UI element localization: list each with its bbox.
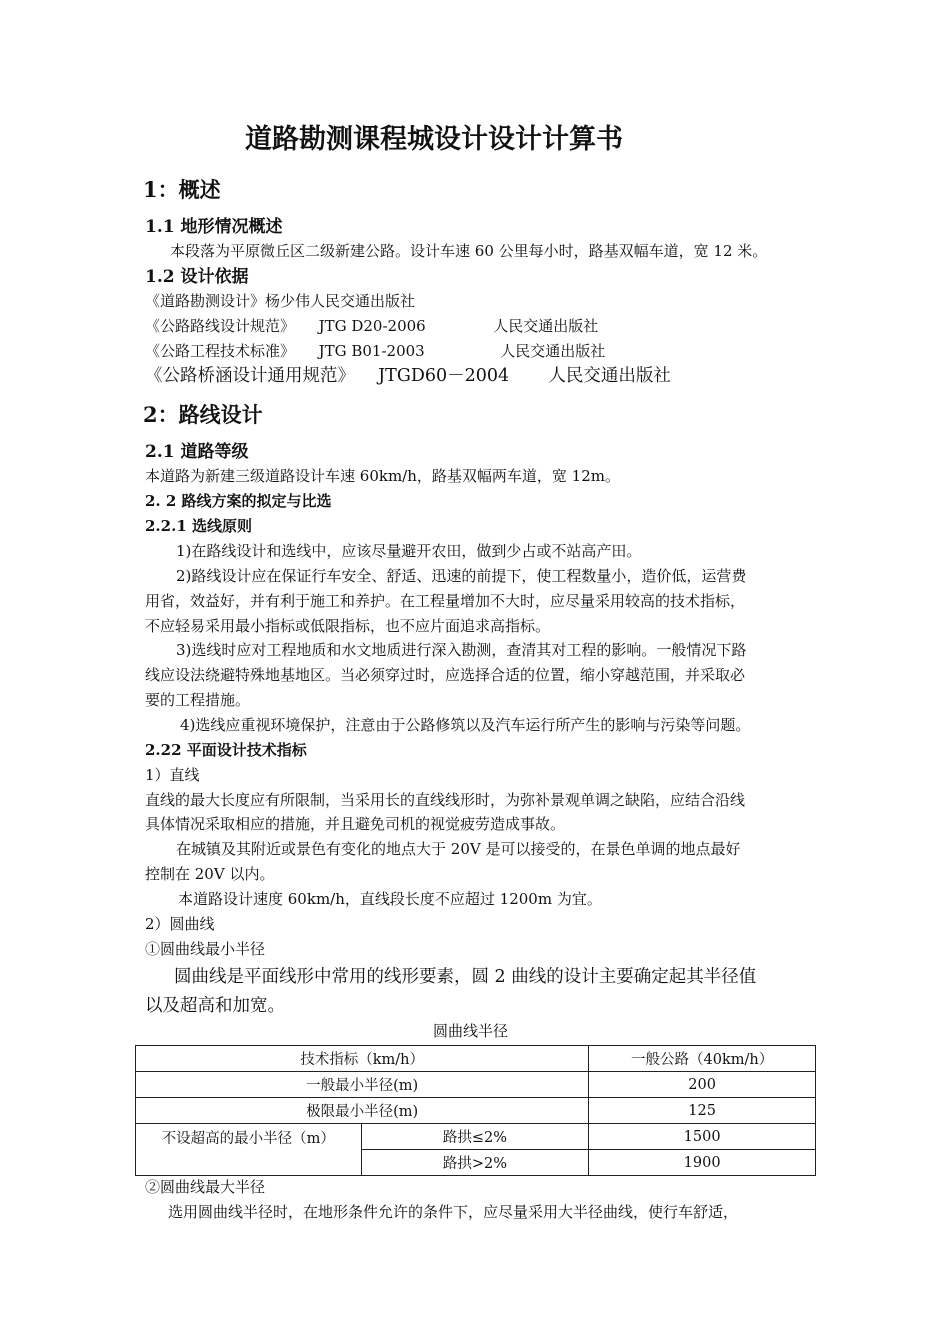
document-title: 道路勘测课程城设计设计计算书 bbox=[245, 124, 623, 155]
reference-name: 《道路勘测设计》杨少伟人民交通出版社 bbox=[145, 292, 416, 310]
straight-line-text: 直线的最大长度应有所限制，当采用长的直线线形时，为弥补景观单调之缺陷，应结合沿线 bbox=[145, 791, 746, 809]
max-radius-text: 选用圆曲线半径时，在地形条件允许的条件下，应尽量采用大半径曲线，使行车舒适， bbox=[168, 1203, 739, 1221]
reference-item bbox=[145, 317, 598, 335]
reference-code: JTG D20-2006 bbox=[318, 317, 426, 335]
radius-table bbox=[135, 1045, 816, 1176]
section-1-1-heading: 1.1 地形情况概述 bbox=[145, 217, 283, 237]
section-1-1-text: 本段落为平原微丘区二级新建公路。设计车速 60 公里每小时，路基双幅车道，宽 12 米。 bbox=[170, 242, 768, 260]
reference-publisher: 人民交通出版社 bbox=[500, 342, 606, 360]
table-cell: 一般最小半径(m) bbox=[136, 1072, 589, 1098]
straight-line-text: 本道路设计速度 60km/h，直线段长度不应超过 1200m 为宜。 bbox=[178, 890, 602, 908]
table-header-cell: 一般公路（40km/h） bbox=[589, 1046, 816, 1072]
reference-code: JTGD60－2004 bbox=[378, 366, 510, 386]
section-2-heading: 2：路线设计 bbox=[143, 402, 263, 427]
reference-item bbox=[145, 292, 415, 310]
table-row bbox=[136, 1046, 816, 1072]
section-2-1-heading: 2.1 道路等级 bbox=[145, 442, 249, 462]
principle-2-line: 不应轻易采用最小指标或低限指标，也不应片面追求高指标。 bbox=[145, 617, 551, 635]
principle-3-line: 要的工程措施。 bbox=[145, 691, 251, 709]
straight-line-heading: 1）直线 bbox=[145, 766, 200, 784]
section-2-1-text: 本道路为新建三级道路设计车速 60km/h，路基双幅两车道，宽 12m。 bbox=[145, 467, 620, 485]
principle-3-line: 线应设法绕避特殊地基地区。当必须穿过时，应选择合适的位置，缩小穿越范围，并采取必 bbox=[145, 666, 746, 684]
circular-curve-heading: 2）圆曲线 bbox=[145, 915, 215, 933]
principle-1: 1)在路线设计和选线中，应该尽量避开农田，做到少占或不站高产田。 bbox=[176, 542, 642, 560]
principle-3-line: 3)选线时应对工程地质和水文地质进行深入勘测，查清其对工程的影响。一般情况下路 bbox=[176, 641, 747, 659]
reference-name: 《公路工程技术标准》 bbox=[145, 342, 296, 360]
reference-name: 《公路路线设计规范》 bbox=[145, 317, 296, 335]
straight-line-text: 在城镇及其附近或景色有变化的地点大于 20V 是可以接受的，在景色单调的地点最好 bbox=[176, 840, 741, 858]
principle-2-line: 2)路线设计应在保证行车安全、舒适、迅速的前提下，使工程数量小，造价低，运营费 bbox=[176, 567, 747, 585]
reference-publisher: 人民交通出版社 bbox=[493, 317, 599, 335]
table-header-cell: 技术指标（km/h） bbox=[136, 1046, 589, 1072]
max-radius-heading: ②圆曲线最大半径 bbox=[145, 1178, 266, 1196]
reference-code: JTG B01-2003 bbox=[318, 342, 425, 360]
section-2-2-1-heading: 2.2.1 选线原则 bbox=[145, 517, 252, 535]
section-1-2-heading: 1.2 设计依据 bbox=[145, 267, 249, 287]
section-2-22-heading: 2.22 平面设计技术指标 bbox=[145, 741, 307, 759]
reference-item bbox=[145, 342, 605, 360]
table-cell: 1900 bbox=[589, 1150, 816, 1176]
table-row bbox=[136, 1124, 816, 1150]
reference-name: 《公路桥涵设计通用规范》 bbox=[145, 366, 355, 386]
table-cell: 不设超高的最小半径（m） bbox=[136, 1124, 362, 1176]
principle-4: 4)选线应重视环境保护，注意由于公路修筑以及汽车运行所产生的影响与污染等问题。 bbox=[180, 716, 751, 734]
straight-line-text: 控制在 20V 以内。 bbox=[145, 865, 275, 883]
min-radius-text: 圆曲线是平面线形中常用的线形要素，圆 2 曲线的设计主要确定起其半径值 bbox=[174, 967, 757, 987]
reference-item bbox=[145, 366, 671, 387]
min-radius-heading: ①圆曲线最小半径 bbox=[145, 940, 266, 958]
section-2-2-heading: 2. 2 路线方案的拟定与比选 bbox=[145, 492, 332, 510]
table-cell: 路拱>2% bbox=[361, 1150, 589, 1176]
table-row bbox=[136, 1072, 816, 1098]
reference-publisher: 人民交通出版社 bbox=[548, 366, 671, 386]
table-cell: 极限最小半径(m) bbox=[136, 1098, 589, 1124]
principle-2-line: 用省，效益好，并有利于施工和养护。在工程量增加不大时，应尽量采用较高的技术指标， bbox=[145, 592, 746, 610]
table-cell: 125 bbox=[589, 1098, 816, 1124]
table-cell: 1500 bbox=[589, 1124, 816, 1150]
table-row bbox=[136, 1098, 816, 1124]
min-radius-text: 以及超高和加宽。 bbox=[145, 996, 285, 1016]
table-caption: 圆曲线半径 bbox=[433, 1022, 509, 1040]
table-cell: 路拱≤2% bbox=[361, 1124, 589, 1150]
table-cell: 200 bbox=[589, 1072, 816, 1098]
section-1-heading: 1：概述 bbox=[143, 177, 221, 202]
straight-line-text: 具体情况采取相应的措施，并且避免司机的视觉疲劳造成事故。 bbox=[145, 815, 566, 833]
